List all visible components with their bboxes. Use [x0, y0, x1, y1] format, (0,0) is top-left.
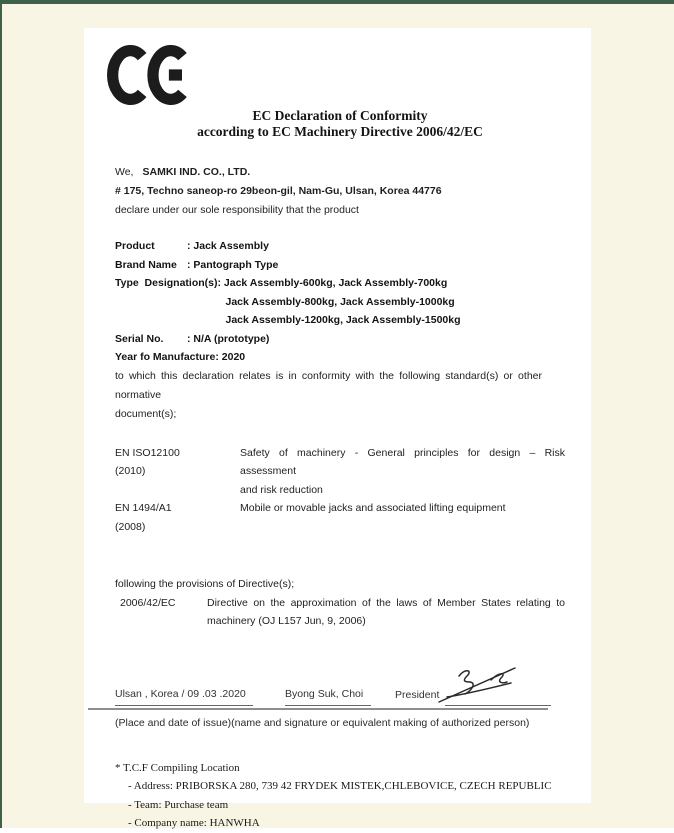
conformity-statement	[115, 367, 542, 424]
declaration-intro	[115, 163, 565, 220]
document-title	[115, 108, 565, 139]
signatory-title: President	[395, 688, 440, 701]
product-details	[115, 237, 565, 367]
signature-line	[445, 691, 551, 706]
type-designation-row	[115, 274, 565, 330]
signature-block	[115, 668, 565, 730]
standard-code-column	[115, 499, 240, 536]
product-row	[115, 237, 565, 256]
type-designation-values	[217, 274, 460, 330]
year-row	[115, 348, 565, 367]
signature-caption: (Place and date of issue)(name and signature or equivalent making of authorized person)	[115, 716, 530, 729]
type-designation-label: Type Designation(s)	[115, 277, 218, 289]
company-row	[115, 163, 565, 182]
standard-code: EN 1494/A1	[115, 502, 172, 514]
type-designation-line-2: Jack Assembly-800kg, Jack Assembly-1000kg	[225, 295, 455, 308]
standard-desc-line-2: and risk reduction	[240, 483, 323, 496]
company-address: # 175, Techno saneop-ro 29beon-gil, Nam-Gu, Ulsan, Korea 44776	[115, 185, 442, 197]
directives-heading: following the provisions of Directive(s);	[115, 578, 295, 590]
serial-row	[115, 330, 565, 349]
standard-row	[115, 444, 565, 500]
tcf-section	[115, 759, 565, 833]
place-and-date: Ulsan , Korea / 09 .03 .2020	[115, 685, 253, 706]
standard-desc-line-1: Safety of machinery - General principles for design – Risk assessment	[240, 446, 565, 477]
type-designation-line-1: : Jack Assembly-600kg, Jack Assembly-700kg	[217, 277, 448, 289]
product-label: Product	[115, 240, 155, 252]
document-page	[84, 28, 591, 829]
we-prefix: We,	[115, 166, 134, 178]
company-name: SAMKI IND. CO., LTD.	[142, 166, 251, 178]
ce-mark-icon	[110, 45, 194, 105]
declaration-statement: declare under our sole responsibility that the product	[115, 204, 359, 216]
directive-desc-line-2: machinery (OJ L157 Jun, 9, 2006)	[207, 615, 366, 627]
brand-value: : Pantograph Type	[187, 258, 279, 271]
top-border-strip	[0, 0, 674, 4]
standard-year: (2008)	[115, 520, 146, 533]
serial-value: : N/A (prototype)	[187, 332, 270, 345]
directive-desc-line-1: Directive on the approximation of the laws of Member States relating to	[207, 596, 565, 609]
standard-description	[240, 499, 565, 536]
tcf-address: - Address: PRIBORSKA 280, 739 42 FRYDEK MISTEK,CHLEBOVICE, CZECH REPUBLIC	[128, 780, 552, 792]
title-line-2: according to EC Machinery Directive 2006/42/EC	[197, 123, 483, 139]
ce-mark-logo	[110, 45, 565, 105]
title-line-1: EC Declaration of Conformity	[252, 108, 428, 123]
conformity-line-1: to which this declaration relates is in conformity with the following standard(s) or other normative	[115, 369, 542, 401]
year-value: : 2020	[215, 351, 246, 363]
tcf-company: - Company name: HANWHA	[128, 817, 260, 829]
tcf-heading: * T.C.F Compiling Location	[115, 761, 240, 774]
standard-description	[240, 444, 565, 500]
handwritten-signature	[425, 664, 529, 706]
brand-label: Brand Name	[115, 258, 177, 271]
brand-row	[115, 256, 565, 275]
serial-label: Serial No.	[115, 332, 164, 345]
standard-desc-line-1: Mobile or movable jacks and associated lifting equipment	[240, 502, 506, 514]
conformity-line-2: document(s);	[115, 407, 177, 420]
standard-code-column	[115, 444, 240, 500]
directives-section	[115, 575, 565, 631]
standard-year: (2010)	[115, 465, 146, 477]
standard-code: EN ISO12100	[115, 446, 180, 459]
signature-rule	[88, 708, 548, 710]
left-border-strip	[0, 0, 2, 828]
type-designation-line-3: Jack Assembly-1200kg, Jack Assembly-1500kg	[225, 314, 461, 326]
directive-code: 2006/42/EC	[120, 596, 176, 609]
product-value: : Jack Assembly	[187, 240, 269, 252]
signature-row	[115, 668, 565, 706]
standard-row	[115, 499, 565, 536]
directive-row	[115, 594, 565, 631]
standards-list	[115, 444, 565, 537]
directive-description	[207, 594, 565, 631]
year-label: Year fo Manufacture	[115, 351, 216, 363]
signatory-name: Byong Suk, Choi	[285, 685, 371, 706]
tcf-team: - Team: Purchase team	[128, 798, 229, 811]
